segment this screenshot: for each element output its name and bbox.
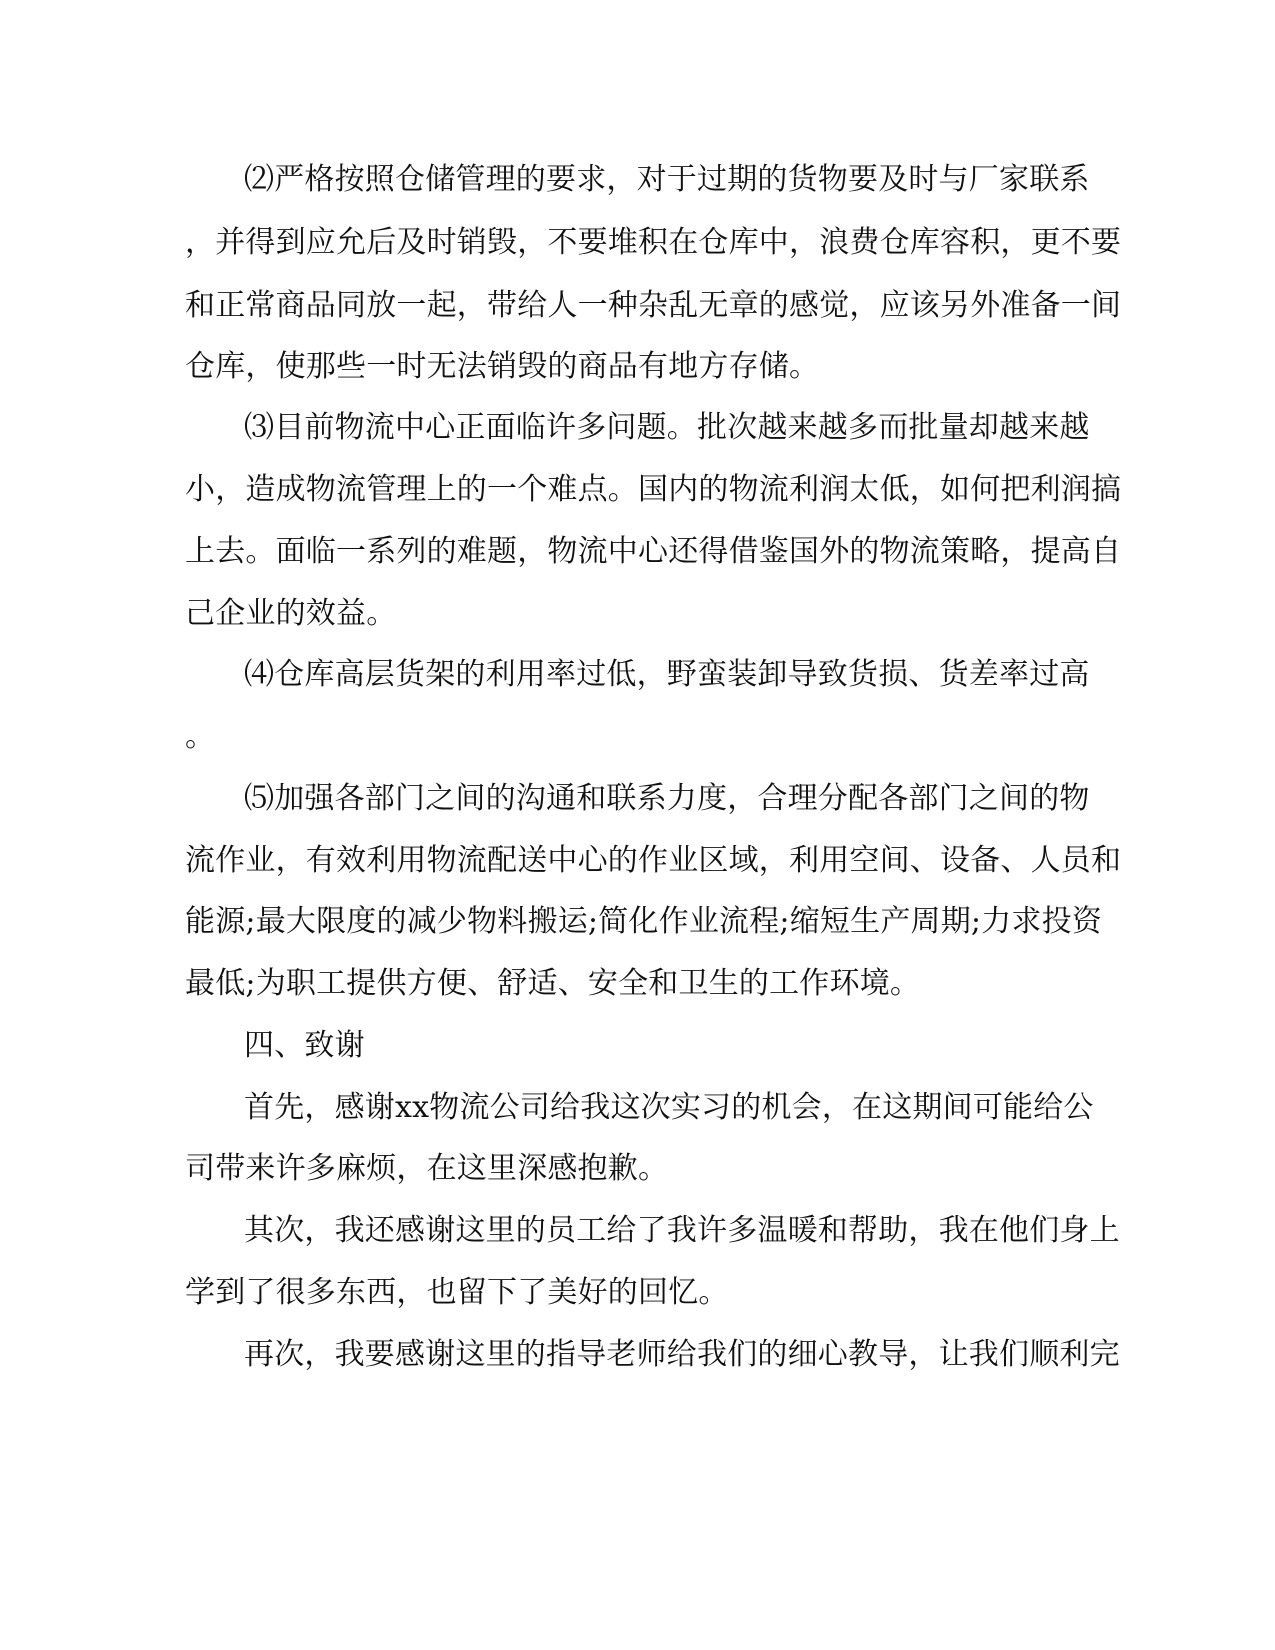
text-line: 仓库，使那些一时无法销毁的商品有地方存储。 — [185, 349, 820, 384]
text-line: 司带来许多麻烦，在这里深感抱歉。 — [185, 1151, 669, 1186]
text-line: 其次，我还感谢这里的员工给了我许多温暖和帮助，我在他们身上 — [244, 1213, 1120, 1248]
text-line: ⑵严格按照仓储管理的要求，对于过期的货物要及时与厂家联系 — [244, 162, 1090, 197]
text-line: 首先，感谢xx物流公司给我这次实习的机会，在这期间可能给公 — [244, 1090, 1094, 1125]
text-line: 。 — [185, 719, 216, 754]
text-line: ⑶目前物流中心正面临许多问题。批次越来越多而批量却越来越 — [244, 410, 1090, 445]
text-line: 能源;最大限度的减少物料搬运;简化作业流程;缩短生产周期;力求投资 — [185, 904, 1103, 939]
section-heading: 四、致谢 — [244, 1028, 365, 1063]
text-line: 最低;为职工提供方便、舒适、安全和卫生的工作环境。 — [185, 966, 921, 1001]
text-line: 再次，我要感谢这里的指导老师给我们的细心教导，让我们顺利完 — [244, 1337, 1120, 1372]
text-line: 和正常商品同放一起，带给人一种杂乱无章的感觉，应该另外准备一间 — [185, 288, 1122, 323]
text-line: 小，造成物流管理上的一个难点。国内的物流利润太低，如何把利润搞 — [185, 472, 1122, 507]
text-line: 上去。面临一系列的难题，物流中心还得借鉴国外的物流策略，提高自 — [185, 534, 1122, 569]
text-line: 流作业，有效利用物流配送中心的作业区域，利用空间、设备、人员和 — [185, 843, 1122, 878]
text-line: 己企业的效益。 — [185, 596, 397, 631]
text-line: ，并得到应允后及时销毁，不要堆积在仓库中，浪费仓库容积，更不要 — [185, 225, 1122, 260]
text-line: 学到了很多东西，也留下了美好的回忆。 — [185, 1275, 729, 1310]
text-line: ⑷仓库高层货架的利用率过低，野蛮装卸导致货损、货差率过高 — [244, 657, 1090, 692]
text-line: ⑸加强各部门之间的沟通和联系力度，合理分配各部门之间的物 — [244, 781, 1090, 816]
